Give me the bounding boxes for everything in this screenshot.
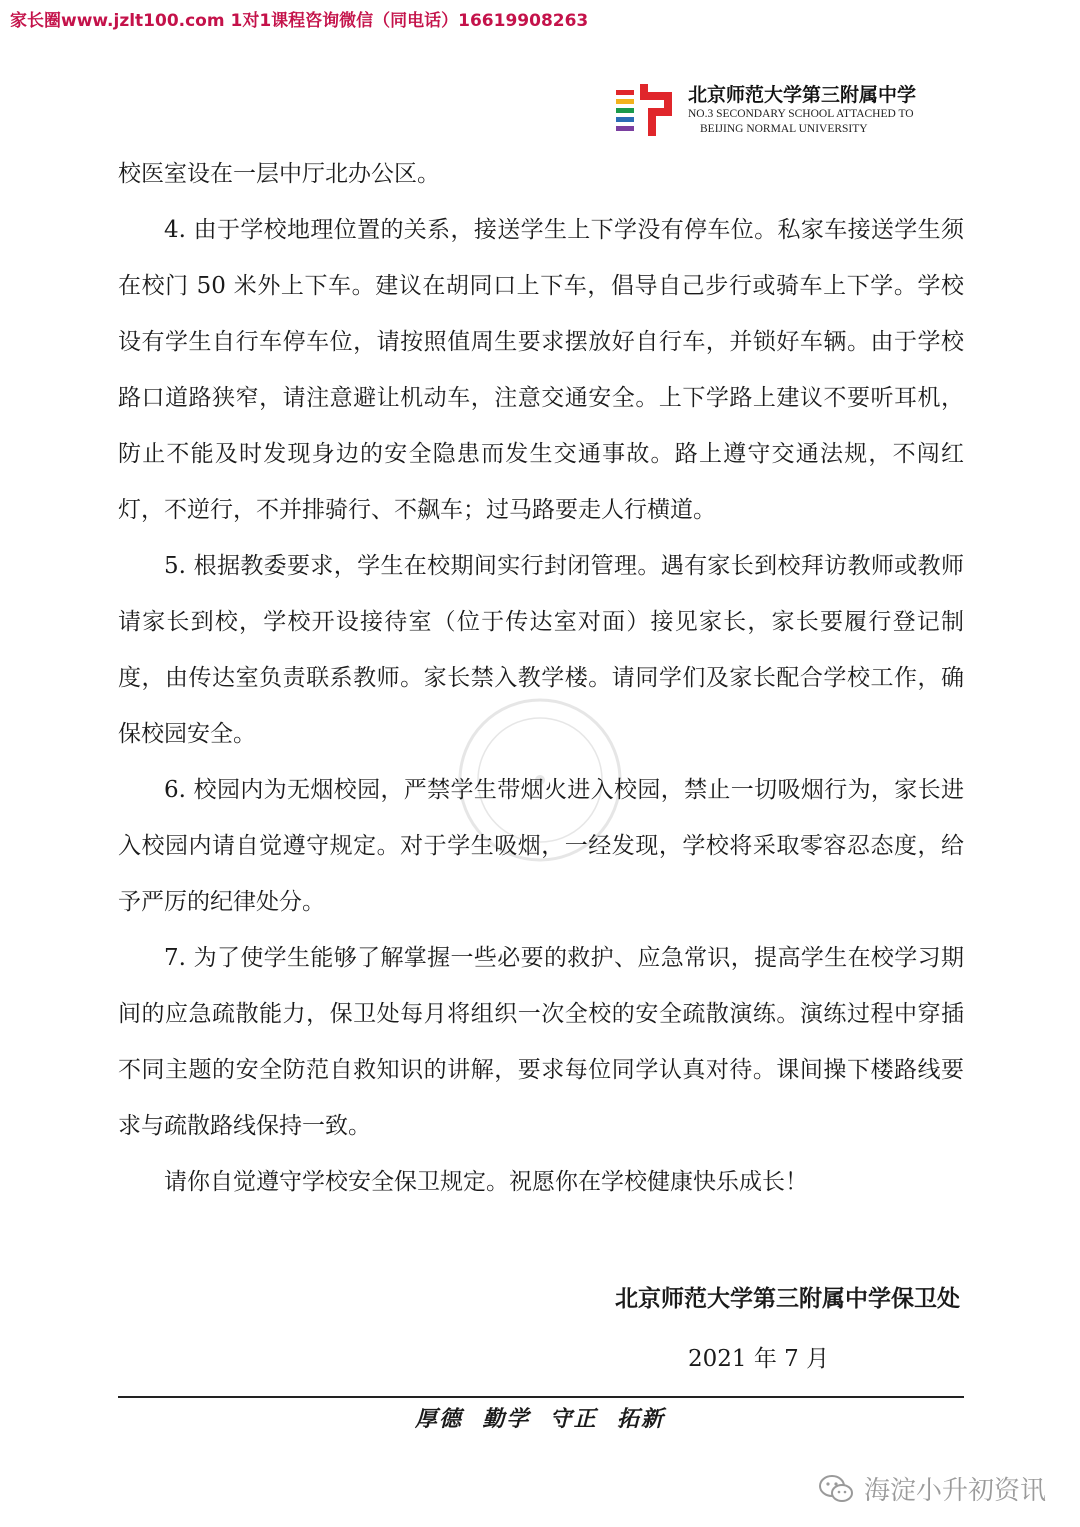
signature-department: 北京师范大学第三附属中学保卫处 — [615, 1286, 960, 1312]
school-name-en-line1: NO.3 SECONDARY SCHOOL ATTACHED TO — [688, 108, 914, 120]
paragraph-continued: 校医室设在一层中厅北办公区。 — [118, 161, 440, 187]
footer-divider — [118, 1396, 964, 1398]
document-body — [118, 146, 964, 1210]
paragraph-item-7: 7. 为了使学生能够了解掌握一些必要的救护、应急常识，提高学生在校学习期间的应急疏散能力，保卫处每月将组织一次全校的安全疏散演练。演练过程中穿插不同主题的安全防范自救知识的讲解，要求每位同学认真对待。课间操下楼路线要求与疏散路线保持一致。 — [118, 945, 964, 1139]
wechat-icon — [818, 1474, 854, 1504]
top-banner: 家长圈www.jzlt100.com 1对1课程咨询微信（同电话）16619908263 — [10, 11, 589, 31]
school-name-cn: 北京师范大学第三附属中学 — [688, 84, 917, 106]
school-logo-icon — [614, 82, 678, 138]
school-motto: 厚德 勤学 守正 拓新 — [415, 1406, 665, 1432]
paragraph-item-6: 6. 校园内为无烟校园，严禁学生带烟火进入校园，禁止一切吸烟行为，家长进入校园内请自觉遵守规定。对于学生吸烟，一经发现，学校将采取零容忍态度，给予严厉的纪律处分。 — [118, 777, 964, 915]
paragraph-item-5: 5. 根据教委要求，学生在校期间实行封闭管理。遇有家长到校拜访教师或教师请家长到校，学校开设接待室（位于传达室对面）接见家长，家长要履行登记制度，由传达室负责联系教师。家长禁入教学楼。请同学们及家长配合学校工作，确保校园安全。 — [118, 553, 964, 747]
footer-watermark — [818, 1470, 1046, 1507]
letterhead — [614, 80, 974, 140]
school-name-en-line2: BEIJING NORMAL UNIVERSITY — [700, 123, 868, 135]
signature-date: 2021 年 7 月 — [688, 1346, 830, 1372]
footer-watermark-text: 海淀小升初资讯 — [863, 1476, 1046, 1506]
closing-paragraph: 请你自觉遵守学校安全保卫规定。祝愿你在学校健康快乐成长！ — [164, 1169, 808, 1195]
paragraph-item-4: 4. 由于学校地理位置的关系，接送学生上下学没有停车位。私家车接送学生须在校门 50 米外上下车。建议在胡同口上下车，倡导自己步行或骑车上下学。学校设有学生自行车停车位，请按照值周生要求摆放好自行车，并锁好车辆。由于学校路口道路狭窄，请注意避让机动车，注意交通安全。上下学路上建议不要听耳机，防止不能及时发现身边的安全隐患而发生交通事故。路上遵守交通法规，不闯红灯，不逆行，不并排骑行、不飙车；过马路要走人行横道。 — [118, 217, 964, 523]
school-name-en — [688, 107, 914, 137]
